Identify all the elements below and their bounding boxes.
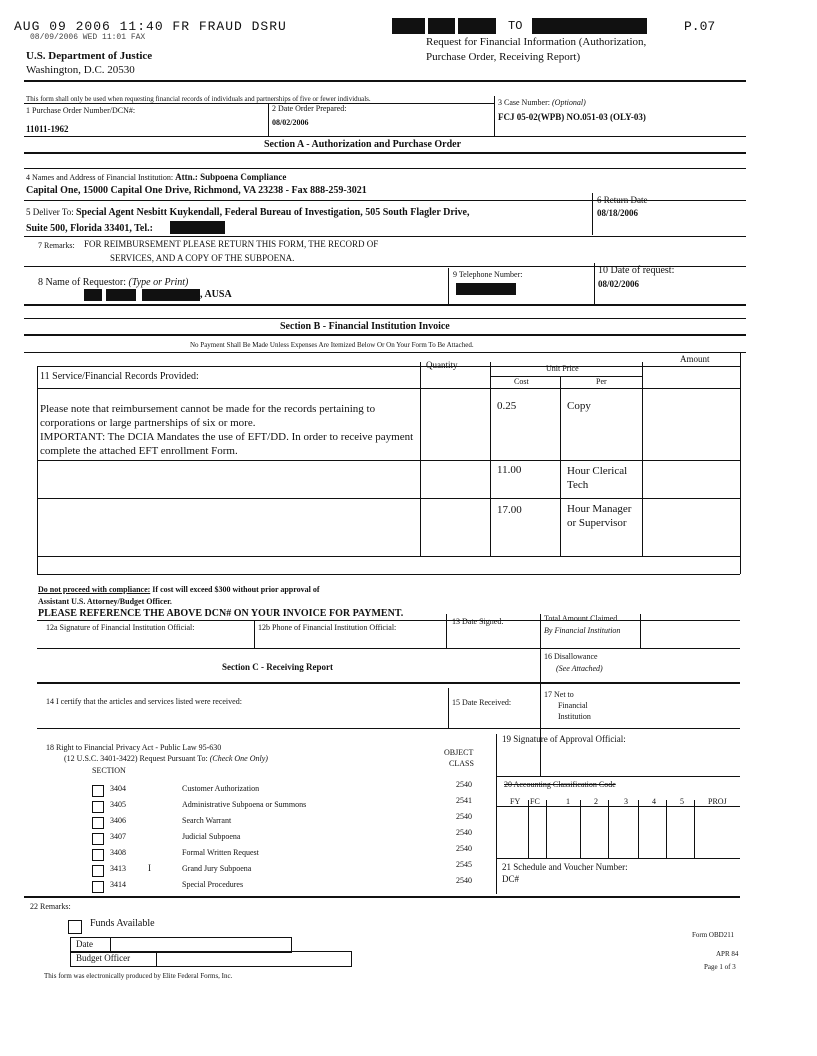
desc-3407: Judicial Subpoena	[182, 832, 241, 841]
disallowance-2: (See Attached)	[556, 664, 603, 673]
desc-3414: Special Procedures	[182, 880, 244, 889]
budget-officer-label: Budget Officer	[76, 953, 131, 963]
usage-notice: This form shall only be used when requesting financial records of individuals and partnerships of five or fewer individuals.	[26, 95, 371, 103]
checkbox-3413[interactable]	[92, 865, 104, 877]
remarks-label: 7 Remarks:	[38, 241, 75, 250]
total-claimed-1: Total Amount Claimed	[544, 614, 618, 623]
remarks-22-label: 22 Remarks:	[30, 902, 71, 911]
class-3404: 2540	[456, 780, 472, 789]
section-3414: 3414	[110, 880, 126, 889]
warning-line1: Do not proceed with compliance: If cost will exceed $300 without prior approval of	[38, 585, 320, 594]
deliver-to: 5 Deliver To: Special Agent Nesbitt Kuykendall, Federal Bureau of Investigation, 505 South Flagler Drive,	[26, 207, 470, 218]
checkbox-3404[interactable]	[92, 785, 104, 797]
desc-3408: Formal Written Request	[182, 848, 259, 857]
checkbox-3408[interactable]	[92, 849, 104, 861]
form-title-1: Request for Financial Information (Authorization,	[426, 36, 647, 48]
redaction	[106, 289, 136, 301]
redaction	[142, 289, 200, 301]
request-date-label: 10 Date of request:	[598, 265, 675, 276]
class-3413: 2545	[456, 860, 472, 869]
institution-label: 4 Names and Address of Financial Institution: Attn.: Subpoena Compliance	[26, 172, 287, 182]
object-header: OBJECT	[444, 748, 474, 757]
desc-3404: Customer Authorization	[182, 784, 260, 793]
desc-3406: Search Warrant	[182, 816, 232, 825]
date-received-label: 15 Date Received:	[452, 698, 512, 707]
class-3414: 2540	[456, 876, 472, 885]
remarks-line2: SERVICES, AND A COPY OF THE SUBPOENA.	[110, 253, 295, 263]
section-c-title: Section C - Receiving Report	[222, 662, 333, 672]
section-header: SECTION	[92, 766, 126, 775]
acct-col-1: 1	[566, 797, 570, 806]
section-3404: 3404	[110, 784, 126, 793]
section-3413: 3413	[110, 864, 126, 873]
redaction	[456, 283, 516, 295]
service-header: 11 Service/Financial Records Provided:	[40, 371, 199, 382]
requestor-suffix[interactable]: , AUSA	[200, 289, 232, 300]
eft-note: IMPORTANT: The DCIA Mandates the use of EFT/DD. In order to receive payment complete the attached EFT enrollment Form.	[40, 431, 414, 457]
po-number-value[interactable]: 11011-1962	[26, 124, 69, 134]
cost-copy: 0.25	[497, 400, 517, 412]
fax-header: AUG 09 2006 11:40 FR FRAUD DSRU	[14, 19, 287, 34]
warning-line2: Assistant U.S. Attorney/Budget Officer.	[38, 597, 172, 606]
rfpa-line2: (12 U.S.C. 3401-3422) Request Pursuant To: (Check One Only)	[64, 754, 268, 763]
acct-col-proj: PROJ	[708, 797, 727, 806]
agency-name: U.S. Department of Justice	[26, 50, 153, 62]
form-number: Form OBD211	[692, 931, 734, 939]
amount-header: Amount	[680, 354, 710, 364]
redaction	[170, 221, 225, 234]
case-number-label: 3 Case Number: (Optional)	[498, 98, 586, 107]
funds-available-label: Funds Available	[90, 918, 155, 929]
acct-col-fy: FY	[510, 797, 521, 806]
warning-line3: PLEASE REFERENCE THE ABOVE DCN# ON YOUR INVOICE FOR PAYMENT.	[38, 608, 404, 619]
return-date-value[interactable]: 08/18/2006	[597, 208, 639, 218]
acct-col-3: 3	[624, 797, 628, 806]
checkbox-3406[interactable]	[92, 817, 104, 829]
certify-label: 14 I certify that the articles and services listed were received:	[46, 697, 242, 706]
date-prepared-value[interactable]: 08/02/2006	[272, 118, 309, 127]
acct-col-2: 2	[594, 797, 598, 806]
unit-price-header: Unit Price	[546, 364, 579, 373]
date-prepared-label: 2 Date Order Prepared:	[272, 104, 347, 113]
produced-by: This form was electronically produced by Elite Federal Forms, Inc.	[44, 972, 233, 980]
class-3408: 2540	[456, 844, 472, 853]
redaction	[392, 18, 425, 34]
return-date-label: 6 Return Date	[597, 195, 648, 205]
class-3407: 2540	[456, 828, 472, 837]
rfpa-line1: 18 Right to Financial Privacy Act - Public Law 95-630	[46, 743, 222, 752]
desc-3413: Grand Jury Subpoena	[182, 864, 252, 873]
acct-col-5: 5	[680, 797, 684, 806]
class-3405: 2541	[456, 796, 472, 805]
class-3406: 2540	[456, 812, 472, 821]
redaction	[532, 18, 647, 34]
per-copy: Copy	[567, 400, 591, 412]
institution-phone-label: 12b Phone of Financial Institution Official:	[258, 623, 397, 632]
fax-page: P.07	[684, 19, 716, 34]
section-3408: 3408	[110, 848, 126, 857]
per-header: Per	[596, 377, 607, 386]
acct-col-4: 4	[652, 797, 656, 806]
request-date-value[interactable]: 08/02/2006	[598, 279, 640, 289]
section-3405: 3405	[110, 800, 126, 809]
section-3407: 3407	[110, 832, 126, 841]
phone-label: 9 Telephone Number:	[453, 270, 523, 279]
cost-clerical: 11.00	[497, 464, 522, 476]
date-signed-label: 13 Date Signed:	[452, 617, 504, 626]
page-count: Page 1 of 3	[704, 963, 736, 971]
approval-signature-label: 19 Signature of Approval Official:	[502, 734, 626, 744]
per-manager: Hour Manager or Supervisor	[567, 503, 632, 529]
per-clerical: Hour Clerical Tech	[567, 465, 628, 491]
requestor-label: 8 Name of Requestor: (Type or Print)	[38, 277, 189, 288]
class-header: CLASS	[449, 759, 474, 768]
checkbox-3407[interactable]	[92, 833, 104, 845]
accounting-code-label: 20 Accounting Classification Code	[504, 780, 616, 789]
fax-header-under: 08/09/2006 WED 11:01 FAX	[30, 33, 146, 42]
agency-city: Washington, D.C. 20530	[26, 64, 135, 76]
form-revision: APR 84	[716, 950, 739, 958]
reimbursement-note: Please note that reimbursement cannot be made for the records pertaining to corporations or large partnerships of six or more.	[40, 403, 376, 429]
form-title-2: Purchase Order, Receiving Report)	[426, 51, 581, 63]
funds-available-checkbox[interactable]	[68, 920, 82, 934]
fax-to: TO	[508, 19, 523, 33]
section-b-title: Section B - Financial Institution Invoice	[280, 321, 450, 332]
cost-header: Cost	[514, 377, 529, 386]
deliver-to-line2[interactable]: Suite 500, Florida 33401, Tel.:	[26, 223, 153, 234]
section-a-title: Section A - Authorization and Purchase Order	[264, 139, 462, 150]
no-payment-notice: No Payment Shall Be Made Unless Expenses Are Itemized Below Or On Your Form To Be Attached.	[190, 341, 474, 349]
po-number-label: 1 Purchase Order Number/DCN#:	[26, 106, 136, 115]
redaction	[458, 18, 496, 34]
cost-manager: 17.00	[497, 504, 522, 516]
checkbox-3405[interactable]	[92, 801, 104, 813]
checkbox-3414[interactable]	[92, 881, 104, 893]
case-number-value[interactable]: FCJ 05-02(WPB) NO.051-03 (OLY-03)	[498, 112, 646, 122]
section-3406: 3406	[110, 816, 126, 825]
disallowance-1: 16 Disallowance	[544, 652, 598, 661]
net-to-institution: 17 Net to Financial Institution	[544, 690, 591, 721]
acct-col-fc: FC	[530, 797, 540, 806]
total-claimed-2: By Financial Institution	[544, 626, 621, 635]
signature-label: 12a Signature of Financial Institution Official:	[46, 623, 195, 632]
institution-value[interactable]: Capital One, 15000 Capital One Drive, Richmond, VA 23238 - Fax 888-259-3021	[26, 185, 367, 196]
voucher-label: 21 Schedule and Voucher Number:	[502, 862, 628, 872]
mark-3413: I	[148, 863, 151, 873]
date-label: Date	[76, 939, 93, 949]
voucher-dc: DC#	[502, 874, 520, 884]
remarks-line1: FOR REIMBURSEMENT PLEASE RETURN THIS FORM, THE RECORD OF	[84, 239, 379, 249]
redaction	[84, 289, 102, 301]
redaction	[428, 18, 455, 34]
quantity-header: Quantity	[426, 360, 458, 370]
desc-3405: Administrative Subpoena or Summons	[182, 800, 307, 809]
